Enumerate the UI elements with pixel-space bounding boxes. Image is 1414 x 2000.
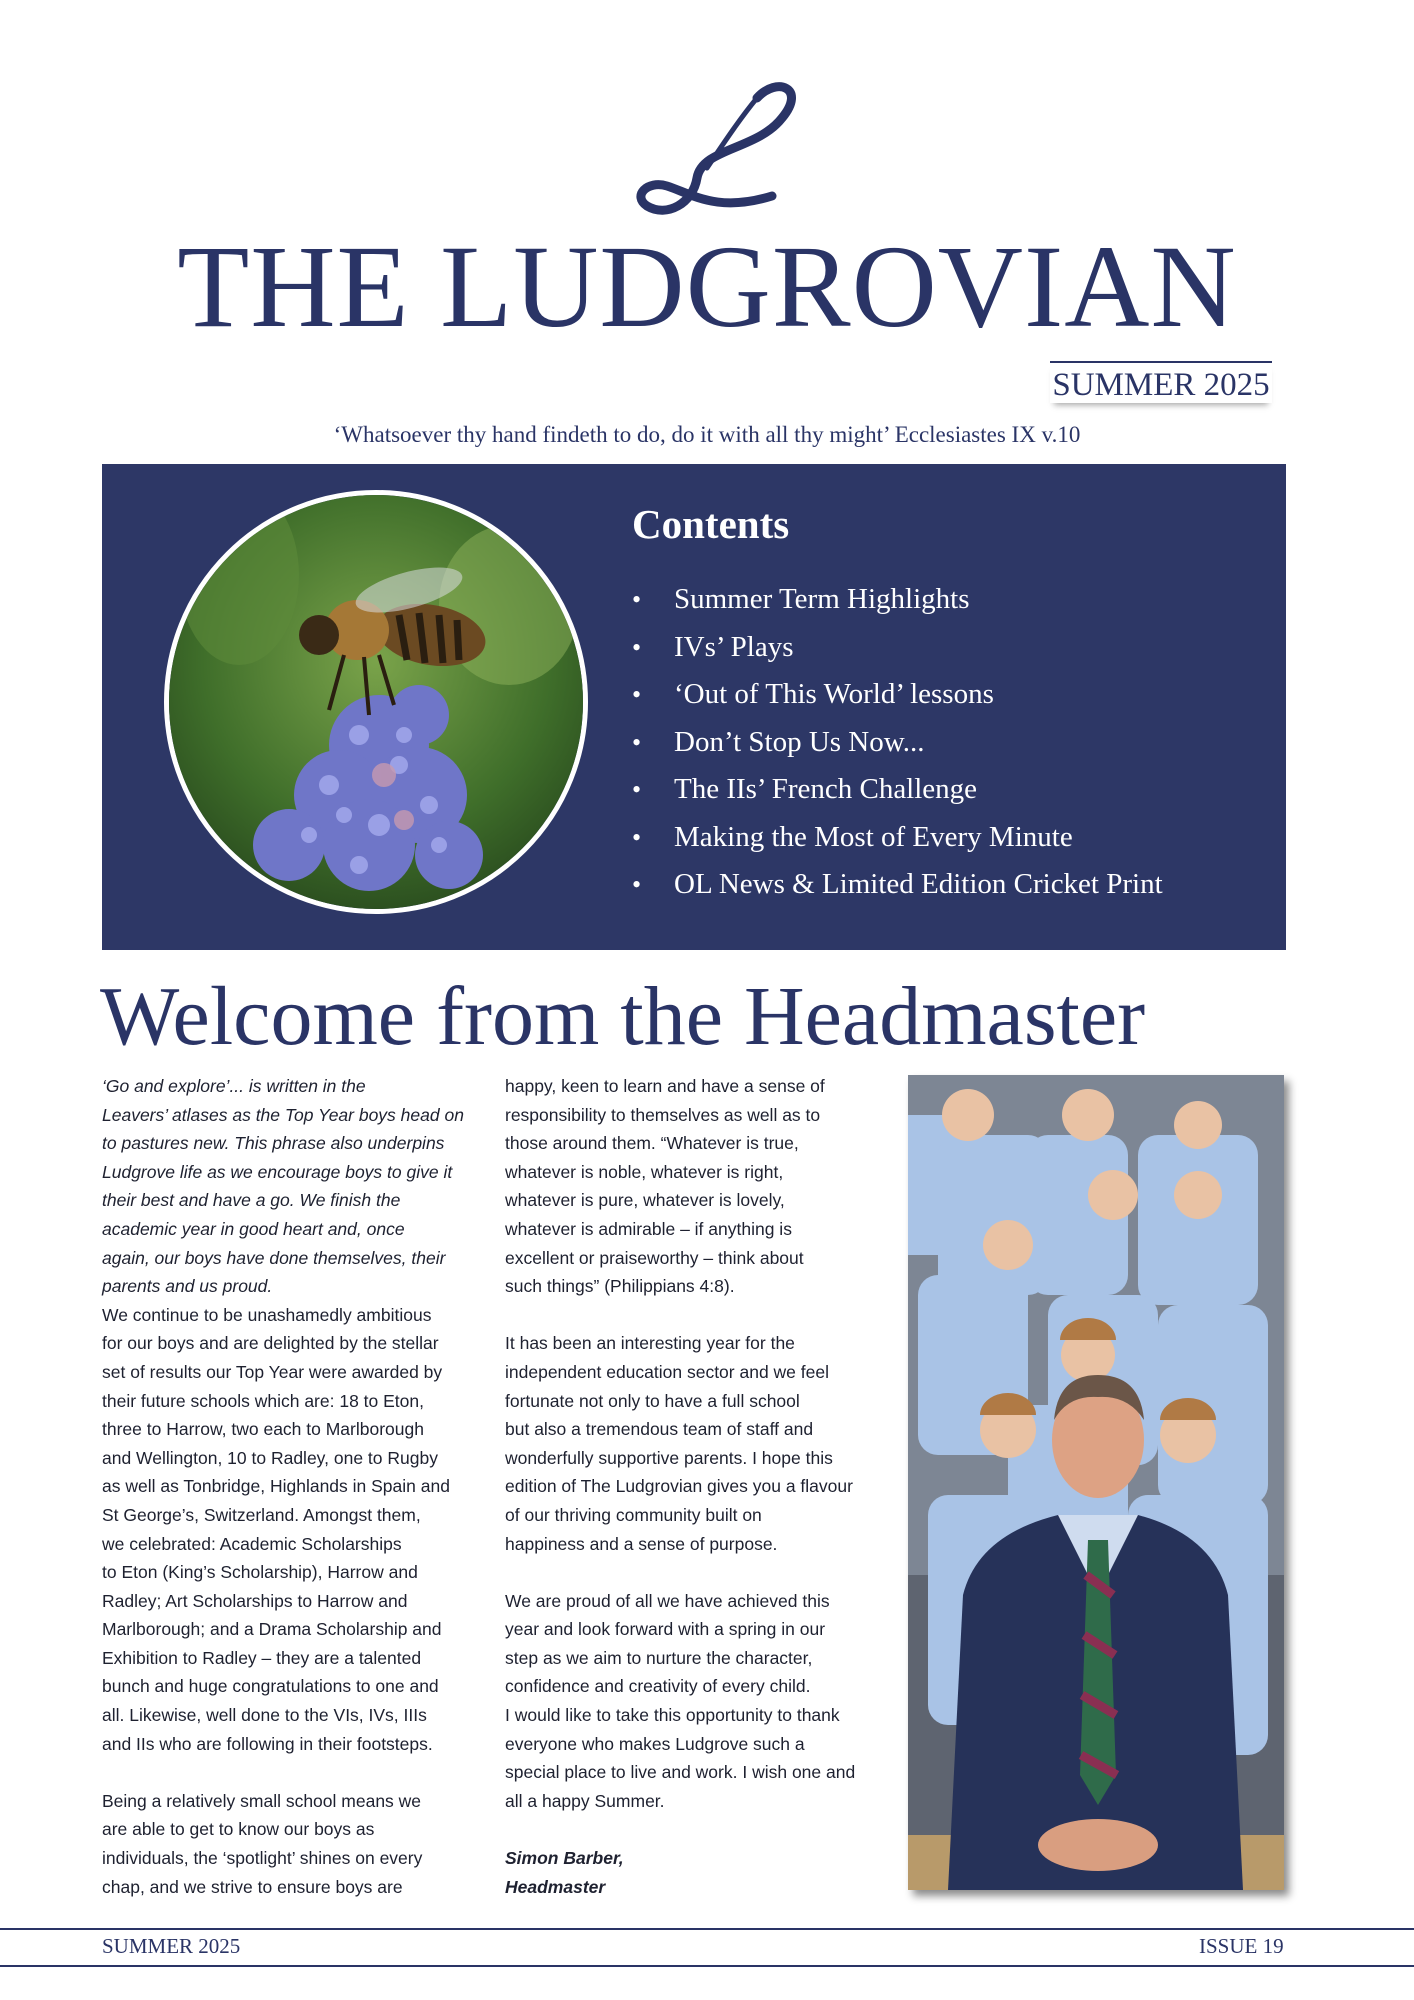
masthead-title: THE LUDGROVIAN bbox=[177, 221, 1237, 352]
footer-rule bbox=[0, 1928, 1414, 1930]
bullet: • bbox=[632, 585, 642, 614]
paragraph-philippians: happy, keen to learn and have a sense of responsibility to themselves as well as to those around them. “Whatever is true, whatever is noble, whatever is right, whatever is pure, whatever is lovely, whatever is admirable – if anything is excellent or praiseworthy – think about such things” (Philippians 4:8). bbox=[505, 1076, 825, 1297]
article-column-2 bbox=[505, 1072, 885, 1901]
bullet: • bbox=[632, 822, 642, 852]
contents-item: • IVs’ Plays bbox=[632, 624, 1163, 672]
contents-item: • Summer Term Highlights bbox=[632, 576, 1163, 624]
footer-season: SUMMER 2025 bbox=[102, 1934, 241, 1958]
paragraph-results: We continue to be unashamedly ambitious for our boys and are delighted by the stellar set of results our Top Year were awarded by their future schools which are: 18 to Eton, three to Harrow, two each to Marlborough and Wellington, 10 to Radley, one to Rugby as well as Tonbridge, Highlands in Spain and St George’s, Switzerland. Amongst them, we celebrated: Academic Scholarships to Eton (King’s Scholarship), Harrow and Radley; Art Scholarships to Harrow and Marlborough; and a Drama Scholarship and Exhibition to Radley – they are a talented bunch and huge congratulations to one and all. Likewise, well done to the VIs, IVs, IIIs and IIs who are following in their footsteps. bbox=[102, 1304, 450, 1754]
contents-list bbox=[632, 576, 1163, 909]
intro-paragraph: ‘Go and explore’... is written in the Leavers’ atlases as the Top Year boys head on to pastures new. This phrase also underpins Ludgrove life as we encourage boys to give it their best and have a go. We finish the academic year in good heart and, once again, our boys have done themselves, their parents and us proud. bbox=[102, 1076, 464, 1297]
signature-title: Headmaster bbox=[505, 1876, 606, 1897]
contents-item: • The IIs’ French Challenge bbox=[632, 766, 1163, 814]
bullet: • bbox=[632, 727, 642, 757]
paragraph-proud: We are proud of all we have achieved this year and look forward with a spring in our step as we aim to nurture the character, confidence and creativity of every child. I would like to take this opportunity to thank everyone who makes Ludgrove such a special place to live and work. I wish one and all a happy Summer. bbox=[505, 1590, 856, 1811]
contents-item: • ‘Out of This World’ lessons bbox=[632, 671, 1163, 719]
bee-on-flower-photo bbox=[164, 490, 588, 914]
bullet: • bbox=[632, 680, 642, 709]
contents-item: • OL News & Limited Edition Cricket Print bbox=[632, 861, 1163, 909]
bullet: • bbox=[632, 775, 642, 804]
paragraph-interesting-year: It has been an interesting year for the independent education sector and we feel fortunate not only to have a full school but also a tremendous team of staff and wonderfully supportive parents. I hope this edition of The Ludgrovian gives you a flavour of our thriving community built on happiness and a sense of purpose. bbox=[505, 1333, 853, 1554]
paragraph-small-school: Being a relatively small school means we are able to get to know our boys as individuals, the ‘spotlight’ shines on every chap, and we strive to ensure boys are bbox=[102, 1790, 423, 1897]
bullet: • bbox=[632, 632, 642, 662]
footer-rule bbox=[0, 1965, 1414, 1967]
headmaster-with-boys-photo bbox=[908, 1075, 1284, 1890]
contents-title: Contents bbox=[632, 501, 790, 547]
welcome-heading: Welcome from the Headmaster bbox=[100, 970, 1146, 1063]
motto: ‘Whatsoever thy hand findeth to do, do it with all thy might’ Ecclesiastes IX v.10 bbox=[333, 422, 1081, 447]
article-column-1 bbox=[102, 1072, 482, 1901]
issue-season: SUMMER 2025 bbox=[1050, 361, 1272, 403]
bullet: • bbox=[632, 870, 642, 899]
contents-panel bbox=[102, 464, 1286, 950]
signature-name: Simon Barber, bbox=[505, 1848, 624, 1869]
contents-item: • Making the Most of Every Minute bbox=[632, 814, 1163, 862]
signature bbox=[505, 1844, 885, 1901]
footer-issue: ISSUE 19 bbox=[1199, 1934, 1284, 1958]
ludgrovian-logo-mark bbox=[607, 78, 807, 228]
contents-item: • Don’t Stop Us Now... bbox=[632, 719, 1163, 767]
